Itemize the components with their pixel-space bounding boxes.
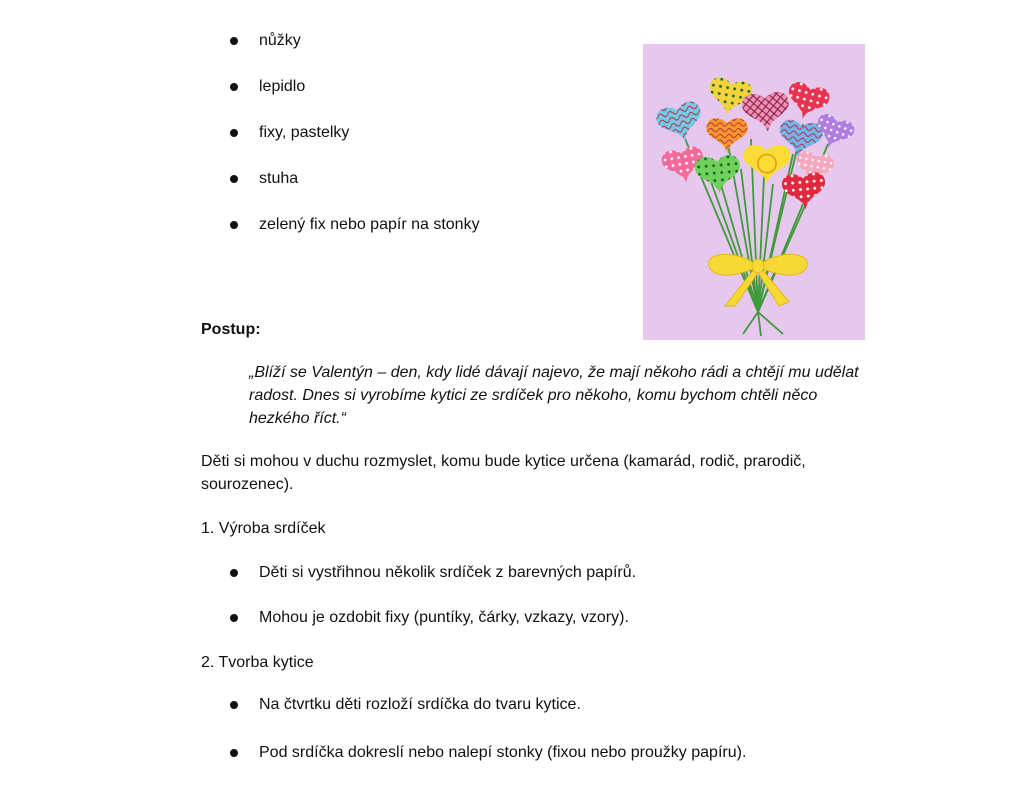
list-item-text: stuha [259, 170, 299, 187]
list-item [230, 694, 746, 716]
list-item [230, 562, 636, 584]
bullet-icon [230, 749, 238, 757]
list-item-text: fixy, pastelky [259, 124, 350, 141]
step1-list [230, 562, 636, 652]
list-item-text: zelený fix nebo papír na stonky [259, 216, 480, 233]
bullet-icon [230, 129, 238, 137]
list-item-text: lepidlo [259, 78, 306, 95]
bullet-icon [230, 221, 238, 229]
list-item [230, 122, 480, 144]
bullet-icon [230, 701, 238, 709]
step2-heading: 2. Tvorba kytice [201, 654, 314, 671]
list-item [230, 168, 480, 190]
list-item [230, 214, 480, 236]
heart-bouquet-photo [643, 44, 865, 340]
list-item-text: Děti si vystřihnou několik srdíček z barevných papírů. [259, 564, 637, 581]
bullet-icon [230, 569, 238, 577]
list-item [230, 607, 636, 629]
bullet-icon [230, 37, 238, 45]
bullet-icon [230, 614, 238, 622]
list-item-text: Na čtvrtku děti rozloží srdíčka do tvaru kytice. [259, 696, 581, 713]
list-item-text: nůžky [259, 32, 301, 49]
list-item-text: Pod srdíčka dokreslí nebo nalepí stonky (fixou nebo proužky papíru). [259, 744, 747, 761]
intro-paragraph: Děti si mohou v duchu rozmyslet, komu bude kytice určena (kamarád, rodič, prarodič, sourozenec). [201, 453, 806, 493]
list-item-text: Mohou je ozdobit fixy (puntíky, čárky, vzkazy, vzory). [259, 609, 629, 626]
step2-list [230, 694, 746, 790]
bullet-icon [230, 175, 238, 183]
intro-quote: „Blíží se Valentýn – den, kdy lidé dávají najevo, že mají někoho rádi a chtějí mu udělat radost. Dnes si vyrobíme kytici ze srdíček pro někoho, komu bychom chtěli něco hezkého říct.“ [249, 364, 859, 427]
procedure-heading: Postup: [201, 321, 261, 338]
list-item [230, 30, 480, 52]
step1-heading: 1. Výroba srdíček [201, 520, 326, 537]
bullet-icon [230, 83, 238, 91]
list-item [230, 76, 480, 98]
materials-list [230, 30, 480, 260]
list-item [230, 742, 746, 764]
